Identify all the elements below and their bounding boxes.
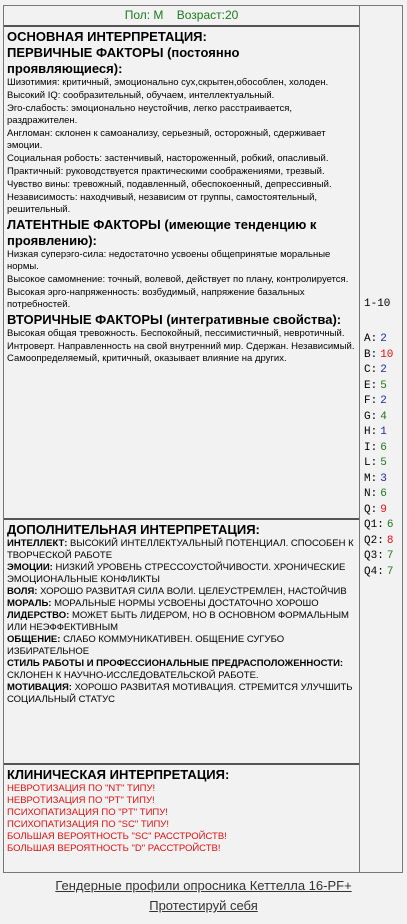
latent-factor-item: Высокое самомнение: точный, волевой, действует по плану, контролируется. [7,274,349,285]
take-test-link[interactable]: Протестируй себя [149,898,258,913]
latent-factor-item: Низкая суперэго-сила: недостаточно усвоены общепринятые моральные нормы. [7,249,331,272]
basic-interpretation-section [4,27,359,520]
scale-row [364,441,400,457]
footer [0,876,407,916]
additional-item-value: СЛАБО КОММУНИКАТИВЕН. ОБЩЕНИЕ СУГУБО ИЗБИРАТЕЛЬНОЕ [7,634,285,657]
scale-value: 1 [380,426,387,438]
basic-title: ОСНОВНАЯ ИНТЕРПРЕТАЦИЯ: [7,29,207,44]
scale-row [364,518,400,534]
clinical-title: КЛИНИЧЕСКАЯ ИНТЕРПРЕТАЦИЯ: [7,767,230,782]
additional-item-key: МОРАЛЬ: [7,598,52,609]
scale-value: 2 [380,364,387,376]
primary-factor-item: Независимость: находчивый, независим от группы, самостоятельный, решительный. [7,192,318,215]
additional-item [7,682,356,706]
additional-item-key: СТИЛЬ РАБОТЫ И ПРОФЕССИОНАЛЬНЫЕ ПРЕДРАСПОЛОЖЕННОСТИ: [7,658,344,669]
clinical-item: НЕВРОТИЗАЦИЯ ПО "PT" ТИПУ! [7,795,155,806]
additional-title: ДОПОЛНИТЕЛЬНАЯ ИНТЕРПРЕТАЦИЯ: [7,522,260,537]
scale-row [364,363,400,379]
additional-item [7,634,356,658]
additional-item-value: СКЛОНЕН К НАУЧНО-ИССЛЕДОВАТЕЛЬСКОЙ РАБОТЕ. [7,670,259,681]
primary-factor-item: Эго-слабость: эмоционально неустойчив, легко расстраивается, раздражителен. [7,103,293,126]
additional-item-key: ВОЛЯ: [7,586,38,597]
scale-value: 7 [386,550,394,562]
scale-row [364,565,400,581]
gender-profiles-link[interactable]: Гендерные профили опросника Кеттелла 16-PF+ [55,878,352,893]
additional-item-value: МОЖЕТ БЫТЬ ЛИДЕРОМ, НО В ОСНОВНОМ ФОРМАЛЬНЫМ ИЛИ НЕЭФФЕКТИВНЫМ [7,610,349,633]
scale-label: Q: [364,503,378,516]
additional-item-value: МОРАЛЬНЫЕ НОРМЫ УСВОЕНЫ ДОСТАТОЧНО ХОРОШО [51,598,319,609]
primary-factor-item: Практичный: руководствуется практическими соображениями, трезвый. [7,166,325,177]
scale-range-label: 1-10 [364,298,391,310]
scale-row [364,534,400,550]
additional-list [7,538,356,706]
primary-factor-item: Социальная робость: застенчивый, настороженный, робкий, опасливый. [7,153,329,164]
additional-item-key: ИНТЕЛЛЕКТ: [7,538,68,549]
scale-label: Q3: [364,550,384,562]
scale-label: F: [364,395,378,407]
additional-item [7,562,356,586]
secondary-factor-item: Интроверт. Направленность на свой внутренний мир. Сдержан. Независимый. Самоопределяемый, критичный, оказывает влияние на других. [7,341,355,364]
additional-item [7,586,356,598]
additional-item [7,538,356,562]
primary-factors-list [7,77,356,216]
secondary-factors-title: ВТОРИЧНЫЕ ФАКТОРЫ (интегративные свойства): [7,312,342,327]
scale-label: A: [364,333,378,345]
interpretation-column [4,6,360,872]
additional-item [7,610,356,634]
scale-row [364,472,400,488]
additional-item-key: ОБЩЕНИЕ: [7,634,61,645]
scale-label: Q4: [364,565,384,578]
scale-label: C: [364,364,378,376]
additional-item-key: МОТИВАЦИЯ: [7,682,72,693]
latent-factor-item: Высокая эрго-напряженность: возбудимый, напряжение базальных потребностей. [7,287,305,310]
scale-label: H: [364,426,378,438]
scale-label: G: [364,410,378,423]
scale-label: E: [364,379,378,392]
primary-factor-item: Чувство вины: тревожный, подавленный, обеспокоенный, депрессивный. [7,179,332,190]
scale-label: M: [364,472,378,485]
scale-row [364,410,400,426]
additional-item [7,658,356,682]
scale-row [364,348,400,364]
primary-factor-item: Англоман: склонен к самоанализу, серьезный, осторожный, сдерживает эмоции. [7,128,326,151]
secondary-factors-list [7,328,356,365]
scale-row [364,503,400,519]
scale-value: 7 [386,565,394,578]
scales-list [364,332,400,580]
additional-item-key: ЭМОЦИИ: [7,562,53,573]
scale-label: L: [364,457,378,469]
scale-row [364,379,400,395]
clinical-item: ПСИХОПАТИЗАЦИЯ ПО "PT" ТИПУ! [7,807,168,818]
primary-factors-title: ПЕРВИЧНЫЕ ФАКТОРЫ (постоянно проявляющиеся): [7,45,240,76]
results-panel [3,5,403,873]
scale-value: 9 [380,503,387,516]
age-label: Возраст:20 [176,8,239,22]
scale-value: 6 [386,519,394,531]
additional-interpretation-section [4,520,359,765]
scale-label: B: [364,348,378,361]
scale-value: 5 [380,457,387,469]
scale-value: 10 [380,348,394,361]
scale-label: I: [364,441,378,454]
clinical-item: БОЛЬШАЯ ВЕРОЯТНОСТЬ "D" РАССТРОЙСТВ! [7,843,221,854]
profile-header [4,6,359,27]
clinical-item: ПСИХОПАТИЗАЦИЯ ПО "SC" ТИПУ! [7,819,169,830]
scale-row [364,425,400,441]
scale-value: 4 [380,410,387,423]
gender-label: Пол: М [124,8,164,22]
scale-label: Q1: [364,519,384,531]
additional-item [7,598,356,610]
clinical-item: НЕВРОТИЗАЦИЯ ПО "NT" ТИПУ! [7,783,156,794]
scale-value: 6 [380,441,387,454]
additional-item-value: НИЗКИЙ УРОВЕНЬ СТРЕССОУСТОЙЧИВОСТИ. ХРОНИЧЕСКИЕ ЭМОЦИОНАЛЬНЫЕ КОНФЛИКТЫ [7,562,346,585]
scale-row [364,549,400,565]
scale-label: N: [364,488,378,500]
primary-factor-item: Высокий IQ: сообразительный, обучаем, интеллектуальный. [7,90,275,101]
additional-item-value: ВЫСОКИЙ ИНТЕЛЛЕКТУАЛЬНЫЙ ПОТЕНЦИАЛ. СПОСОБЕН К ТВОРЧЕСКОЙ РАБОТЕ [7,538,354,561]
scale-value: 6 [380,488,387,500]
clinical-interpretation-section [4,765,359,871]
clinical-list [7,783,356,855]
primary-factor-item: Шизотимия: критичный, эмоционально сух,скрытен,обособлен, холоден. [7,77,329,88]
scale-row [364,487,400,503]
scale-value: 2 [380,333,387,345]
additional-item-key: ЛИДЕРСТВО: [7,610,70,621]
secondary-factor-item: Высокая общая тревожность. Беспокойный, пессимистичный, невротичный. [7,328,345,339]
scales-column [360,6,402,872]
clinical-item: БОЛЬШАЯ ВЕРОЯТНОСТЬ "SC" РАССТРОЙСТВ! [7,831,227,842]
scale-row [364,456,400,472]
additional-item-value: ХОРОШО РАЗВИТАЯ СИЛА ВОЛИ. ЦЕЛЕУСТРЕМЛЕН, НАСТОЙЧИВ [37,586,347,597]
scale-row [364,332,400,348]
scale-value: 3 [380,472,387,485]
scale-value: 5 [380,379,387,392]
scale-label: Q2: [364,534,384,547]
latent-factors-title: ЛАТЕНТНЫЕ ФАКТОРЫ (имеющие тенденцию к проявлению): [7,217,317,248]
scale-value: 8 [386,534,394,547]
scale-row [364,394,400,410]
additional-item-value: ХОРОШО РАЗВИТАЯ МОТИВАЦИЯ. СТРЕМИТСЯ УЛУЧШИТЬ СОЦИАЛЬНЫЙ СТАТУС [7,682,353,705]
scale-value: 2 [380,395,387,407]
latent-factors-list [7,249,356,311]
